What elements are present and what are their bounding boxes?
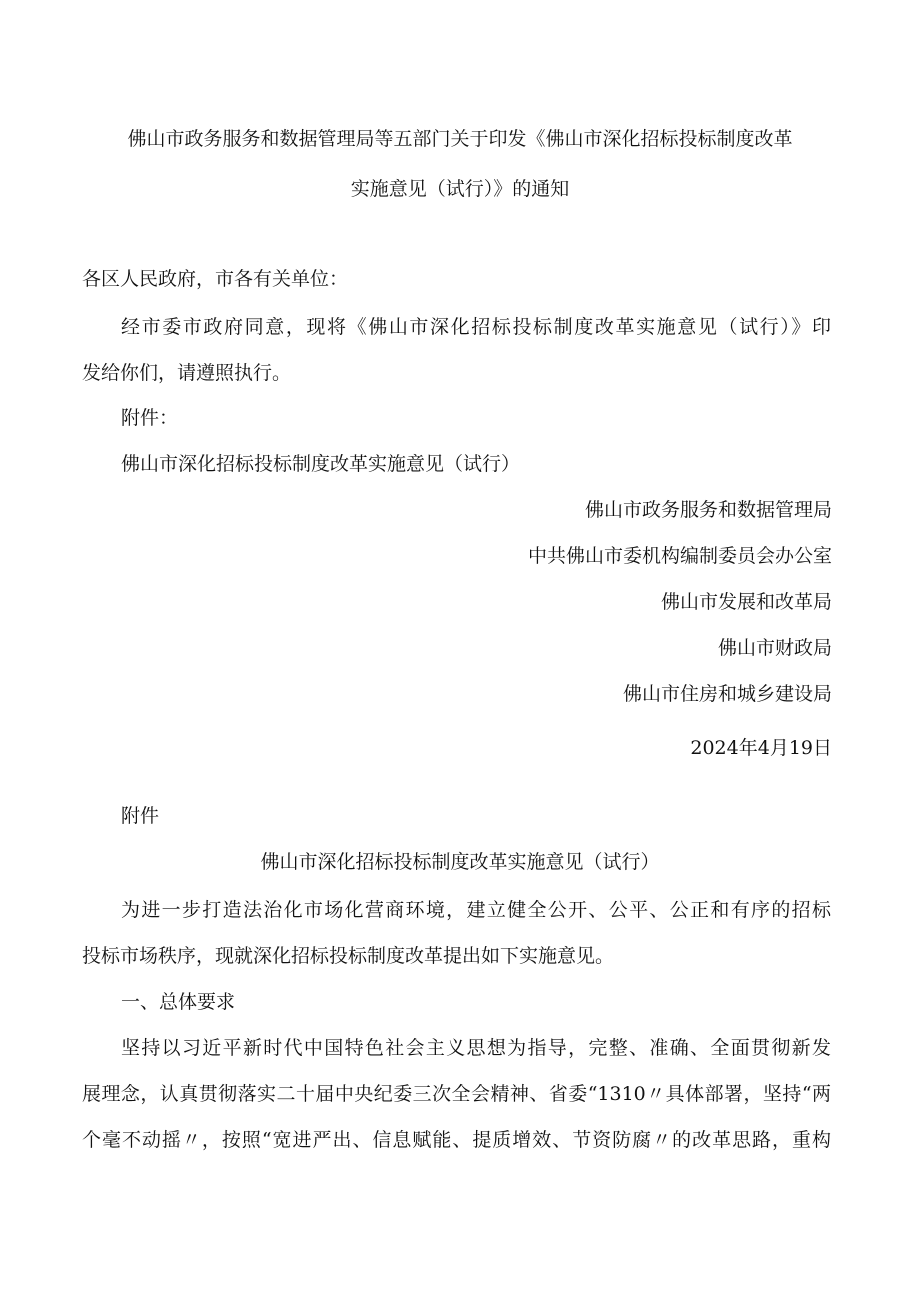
attachment-title: 佛山市深化招标投标制度改革实施意见（试行） (260, 851, 660, 873)
document-date: 2024年4月19日 (690, 737, 832, 759)
signatory-1: 佛山市政务服务和数据管理局 (584, 499, 832, 521)
document-title-line-1: 佛山市政务服务和数据管理局等五部门关于印发《佛山市深化招标投标制度改革 (127, 128, 793, 150)
paragraph-1-line-1: 坚持以习近平新时代中国特色社会主义思想为指导，完整、准确、全面贯彻新发 (121, 1037, 831, 1059)
document-title-line-2: 实施意见（试行）》的通知 (350, 178, 570, 200)
signatory-2: 中共佛山市委机构编制委员会办公室 (527, 545, 832, 567)
signatory-3: 佛山市发展和改革局 (660, 591, 832, 613)
attachment-intro-line-2: 投标市场秩序，现就深化招标投标制度改革提出如下实施意见。 (82, 945, 615, 967)
section-heading-general-requirements: 一、总体要求 (121, 991, 236, 1013)
salutation: 各区人民政府，市各有关单位： (82, 268, 349, 290)
signatory-5: 佛山市住房和城乡建设局 (622, 683, 832, 705)
paragraph-1-line-2: 展理念，认真贯彻落实二十届中央纪委三次全会精神、省委“1310〃具体部署，坚持“两 (82, 1083, 831, 1105)
paragraph-1-line-3: 个毫不动摇〃，按照“宽进严出、信息赋能、提质增效、节资防腐〃的改革思路，重构 (82, 1129, 831, 1151)
signatory-4: 佛山市财政局 (717, 637, 832, 659)
attachment-item: 佛山市深化招标投标制度改革实施意见（试行） (121, 453, 521, 475)
intro-paragraph-line-1: 经市委市政府同意，现将《佛山市深化招标投标制度改革实施意见（试行）》印 (121, 316, 831, 338)
intro-paragraph-line-2: 发给你们，请遵照执行。 (82, 362, 292, 384)
attachment-section-label: 附件 (121, 805, 160, 827)
attachment-intro-line-1: 为进一步打造法治化市场化营商环境，建立健全公开、公平、公正和有序的招标 (121, 899, 831, 921)
attachment-label: 附件： (121, 407, 179, 429)
